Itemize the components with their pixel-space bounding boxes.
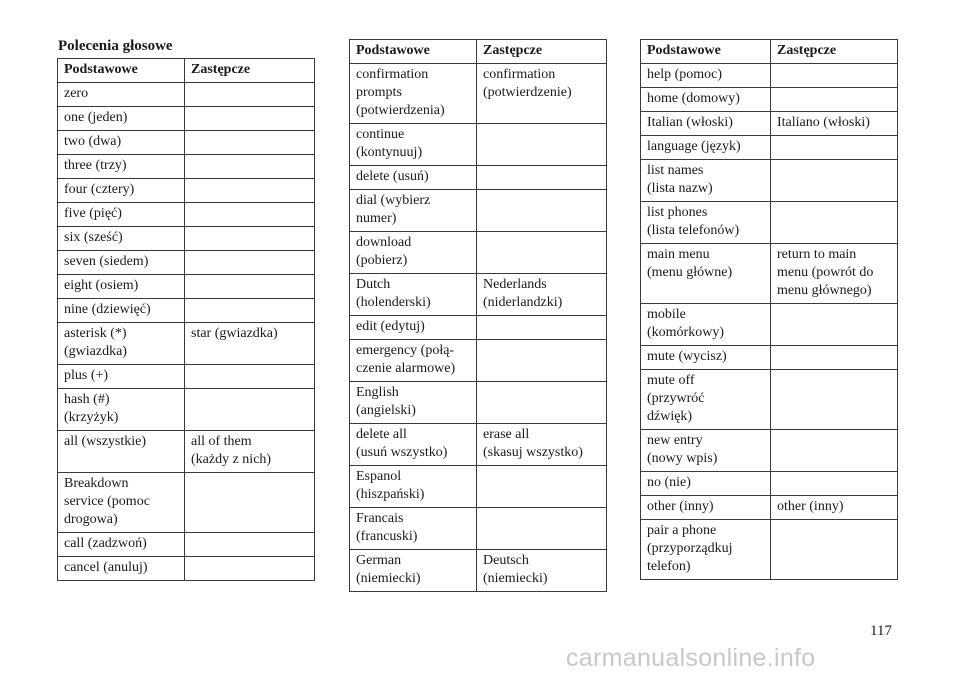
alternative-command-cell — [185, 365, 315, 389]
basic-command-cell: language (język) — [641, 136, 771, 160]
basic-command-cell: confirmation prompts (potwierdzenia) — [350, 64, 477, 124]
alternative-command-cell — [185, 389, 315, 431]
basic-command-cell: two (dwa) — [58, 131, 185, 155]
basic-command-cell: dial (wybierz numer) — [350, 190, 477, 232]
table-row — [350, 232, 607, 274]
basic-command-cell: English (angielski) — [350, 382, 477, 424]
table-row — [350, 382, 607, 424]
table-row — [350, 424, 607, 466]
alternative-command-cell — [477, 316, 607, 340]
voice-commands-table-2 — [349, 39, 607, 592]
alternative-command-cell — [771, 160, 898, 202]
table-row — [350, 550, 607, 592]
basic-command-cell: home (domowy) — [641, 88, 771, 112]
alternative-command-cell: all of them (każdy z nich) — [185, 431, 315, 473]
alternative-command-cell — [771, 304, 898, 346]
table-row — [641, 520, 898, 580]
alternative-command-cell — [185, 179, 315, 203]
alternative-command-cell — [477, 190, 607, 232]
page-heading: Polecenia głosowe — [58, 38, 173, 54]
alternative-command-cell — [477, 166, 607, 190]
basic-command-cell: all (wszystkie) — [58, 431, 185, 473]
basic-command-cell: delete all (usuń wszystko) — [350, 424, 477, 466]
basic-command-cell: edit (edytuj) — [350, 316, 477, 340]
basic-command-cell: continue (kontynuuj) — [350, 124, 477, 166]
alternative-command-cell: Deutsch (niemiecki) — [477, 550, 607, 592]
table-row — [641, 202, 898, 244]
alternative-command-cell — [477, 232, 607, 274]
table-row — [58, 323, 315, 365]
alternative-command-cell — [185, 557, 315, 581]
basic-command-cell: mute off (przywróć dźwięk) — [641, 370, 771, 430]
voice-commands-table-1 — [57, 58, 315, 581]
alternative-command-cell — [185, 473, 315, 533]
table-row — [58, 365, 315, 389]
basic-command-cell: emergency (połą- czenie alarmowe) — [350, 340, 477, 382]
basic-command-cell: mute (wycisz) — [641, 346, 771, 370]
alternative-command-cell — [771, 64, 898, 88]
table-row — [641, 304, 898, 346]
table-row — [641, 64, 898, 88]
alternative-command-cell — [477, 466, 607, 508]
alternative-command-cell — [771, 430, 898, 472]
table-row — [350, 64, 607, 124]
header-alternative: Zastępcze — [185, 59, 315, 83]
table-header-row — [641, 40, 898, 64]
table-row — [350, 316, 607, 340]
table-row — [58, 389, 315, 431]
basic-command-cell: download (pobierz) — [350, 232, 477, 274]
table-header-row — [350, 40, 607, 64]
basic-command-cell: mobile (komórkowy) — [641, 304, 771, 346]
table-row — [58, 251, 315, 275]
alternative-command-cell — [477, 508, 607, 550]
basic-command-cell: Italian (włoski) — [641, 112, 771, 136]
basic-command-cell: Espanol (hiszpański) — [350, 466, 477, 508]
alternative-command-cell — [771, 88, 898, 112]
alternative-command-cell — [477, 382, 607, 424]
alternative-command-cell — [771, 136, 898, 160]
table-row — [350, 508, 607, 550]
basic-command-cell: main menu (menu główne) — [641, 244, 771, 304]
basic-command-cell: cancel (anuluj) — [58, 557, 185, 581]
basic-command-cell: Dutch (holenderski) — [350, 274, 477, 316]
table-row — [58, 557, 315, 581]
alternative-command-cell — [771, 520, 898, 580]
table-row — [350, 190, 607, 232]
basic-command-cell: pair a phone (przyporządkuj telefon) — [641, 520, 771, 580]
alternative-command-cell: confirmation (potwierdzenie) — [477, 64, 607, 124]
watermark-text: carmanualsonline.info — [566, 644, 816, 672]
table-row — [641, 496, 898, 520]
table-row — [58, 155, 315, 179]
table-row — [58, 83, 315, 107]
basic-command-cell: help (pomoc) — [641, 64, 771, 88]
alternative-command-cell: Nederlands (niderlandzki) — [477, 274, 607, 316]
table-row — [641, 88, 898, 112]
header-basic: Podstawowe — [58, 59, 185, 83]
basic-command-cell: delete (usuń) — [350, 166, 477, 190]
page-number: 117 — [870, 623, 892, 639]
table-row — [641, 472, 898, 496]
table-row — [58, 179, 315, 203]
table-row — [350, 340, 607, 382]
table-row — [350, 466, 607, 508]
alternative-command-cell — [185, 131, 315, 155]
basic-command-cell: no (nie) — [641, 472, 771, 496]
basic-command-cell: zero — [58, 83, 185, 107]
basic-command-cell: seven (siedem) — [58, 251, 185, 275]
basic-command-cell: asterisk (*) (gwiazdka) — [58, 323, 185, 365]
basic-command-cell: call (zadzwoń) — [58, 533, 185, 557]
basic-command-cell: Breakdown service (pomoc drogowa) — [58, 473, 185, 533]
basic-command-cell: hash (#) (krzyżyk) — [58, 389, 185, 431]
table-row — [641, 346, 898, 370]
alternative-command-cell — [477, 124, 607, 166]
basic-command-cell: eight (osiem) — [58, 275, 185, 299]
table-row — [58, 203, 315, 227]
table-row — [641, 112, 898, 136]
alternative-command-cell: star (gwiazdka) — [185, 323, 315, 365]
table-row — [58, 275, 315, 299]
alternative-command-cell — [477, 340, 607, 382]
table-row — [58, 431, 315, 473]
table-row — [58, 227, 315, 251]
table-row — [58, 131, 315, 155]
alternative-command-cell: erase all (skasuj wszystko) — [477, 424, 607, 466]
table-row — [350, 124, 607, 166]
basic-command-cell: one (jeden) — [58, 107, 185, 131]
table-row — [641, 244, 898, 304]
alternative-command-cell — [185, 203, 315, 227]
basic-command-cell: German (niemiecki) — [350, 550, 477, 592]
table-header-row — [58, 59, 315, 83]
alternative-command-cell — [185, 299, 315, 323]
alternative-command-cell: return to main menu (powrót do menu głównego) — [771, 244, 898, 304]
table-row — [350, 166, 607, 190]
table-row — [350, 274, 607, 316]
table-row — [641, 160, 898, 202]
basic-command-cell: three (trzy) — [58, 155, 185, 179]
alternative-command-cell — [771, 370, 898, 430]
alternative-command-cell: Italiano (włoski) — [771, 112, 898, 136]
table-row — [58, 473, 315, 533]
table-row — [58, 533, 315, 557]
basic-command-cell: list phones (lista telefonów) — [641, 202, 771, 244]
table-row — [641, 136, 898, 160]
alternative-command-cell — [185, 155, 315, 179]
header-alternative: Zastępcze — [771, 40, 898, 64]
alternative-command-cell — [185, 533, 315, 557]
voice-commands-table-3 — [640, 39, 898, 580]
basic-command-cell: Francais (francuski) — [350, 508, 477, 550]
alternative-command-cell — [771, 346, 898, 370]
header-basic: Podstawowe — [350, 40, 477, 64]
alternative-command-cell — [185, 83, 315, 107]
basic-command-cell: nine (dziewięć) — [58, 299, 185, 323]
header-alternative: Zastępcze — [477, 40, 607, 64]
basic-command-cell: list names (lista nazw) — [641, 160, 771, 202]
table-row — [58, 107, 315, 131]
basic-command-cell: other (inny) — [641, 496, 771, 520]
alternative-command-cell — [771, 472, 898, 496]
alternative-command-cell — [771, 202, 898, 244]
basic-command-cell: five (pięć) — [58, 203, 185, 227]
alternative-command-cell — [185, 251, 315, 275]
table-row — [641, 370, 898, 430]
alternative-command-cell — [185, 227, 315, 251]
basic-command-cell: six (sześć) — [58, 227, 185, 251]
table-row — [641, 430, 898, 472]
header-basic: Podstawowe — [641, 40, 771, 64]
alternative-command-cell — [185, 275, 315, 299]
basic-command-cell: new entry (nowy wpis) — [641, 430, 771, 472]
table-row — [58, 299, 315, 323]
alternative-command-cell — [185, 107, 315, 131]
basic-command-cell: four (cztery) — [58, 179, 185, 203]
alternative-command-cell: other (inny) — [771, 496, 898, 520]
basic-command-cell: plus (+) — [58, 365, 185, 389]
